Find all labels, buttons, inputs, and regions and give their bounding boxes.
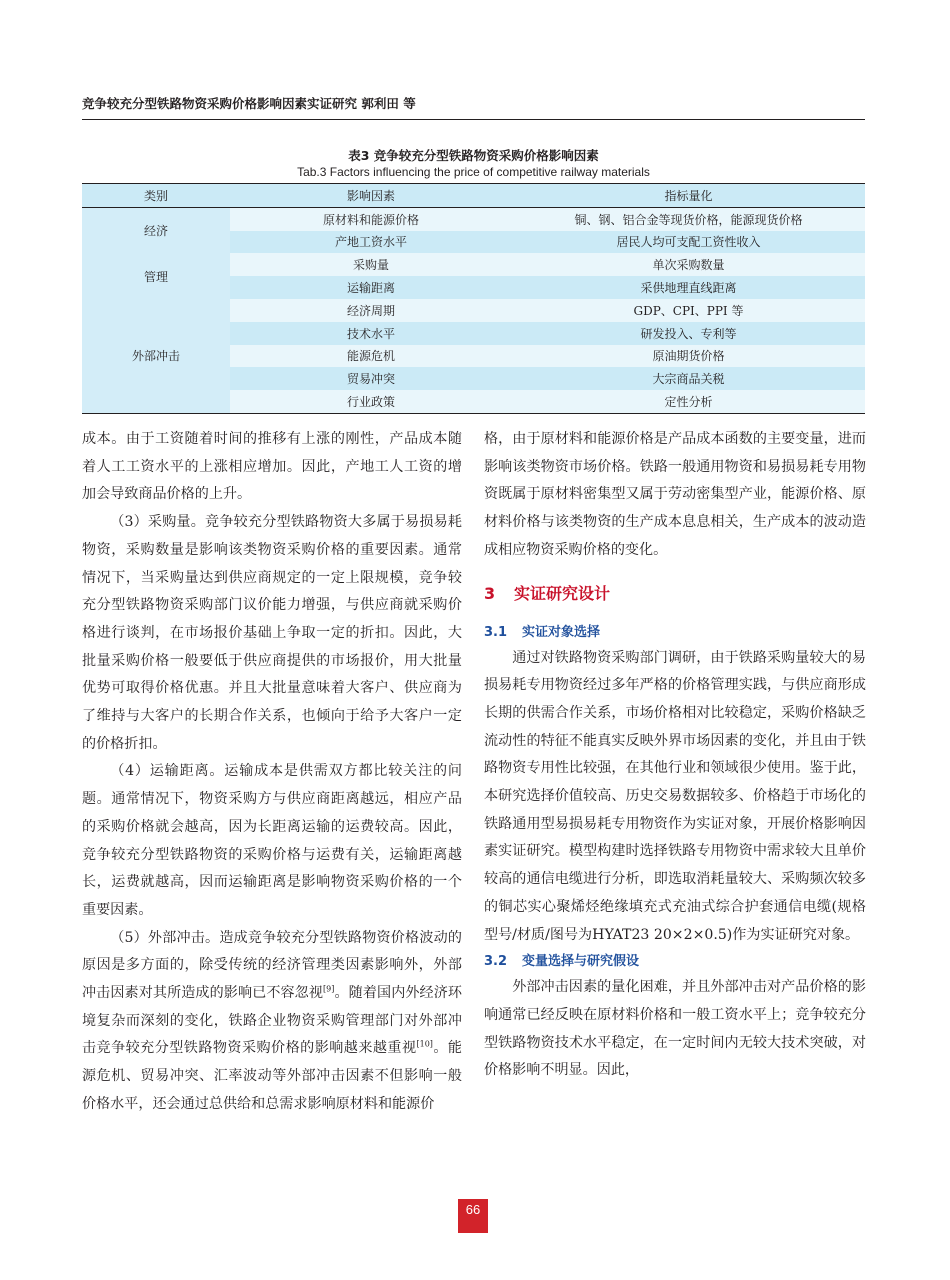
factor-cell: 技术水平: [230, 322, 512, 345]
table-row: [82, 207, 865, 230]
factor-cell: 运输距离: [230, 276, 512, 299]
metric-cell: 采供地理直线距离: [512, 276, 865, 299]
metric-cell: GDP、CPI、PPI 等: [512, 299, 865, 322]
text-segment: （5）外部冲击。造成竞争较充分型铁路物资价格波动的原因是多方面的，除受传统的经济管理类因素影响外，外部冲击因素对其所造成的影响已不容忽视: [82, 929, 462, 1002]
table-row: [82, 253, 865, 276]
subsection-title: 实证对象选择: [522, 624, 601, 640]
metric-cell: 原油期货价格: [512, 345, 865, 368]
group-economy: 经济: [82, 207, 230, 253]
paragraph: 成本。由于工资随着时间的推移有上涨的刚性，产品成本随着人工工资水平的上涨相应增加。因此，产地工人工资的增加会导致商品价格的上升。: [82, 431, 462, 503]
metric-cell: 大宗商品关税: [512, 367, 865, 390]
metric-cell: 单次采购数量: [512, 253, 865, 276]
text-segment: 。能源危机、贸易冲突、汇率波动等外部冲击因素不但影响一般价格水平，还会通过总供给和总需求影响原材料和能源价: [82, 1040, 463, 1112]
citation-10[interactable]: [10]: [416, 1039, 433, 1049]
subsection-number: 3.1: [484, 624, 508, 640]
table-header-row: [82, 184, 865, 208]
text-segment: 。随着国内外经济环境复杂而深刻的变化，铁路企业物资采购管理部门对外部冲击竞争较充分型铁路物资采购价格的影响越来越重视: [82, 985, 463, 1057]
subsection-title: 变量选择与研究假设: [522, 954, 640, 970]
table-caption: [82, 146, 865, 179]
paragraph-transport-distance: （4）运输距离。运输成本是供需双方都比较关注的问题。通常情况下，物资采购方与供应商距离越远，相应产品的采购价格就会越高，因为长距离运输的运费较高。因此，竞争较充分型铁路物资的采购价格与运费有关，运输距离越长，运费就越高，因而运输距离是影响物资采购价格的一个重要因素。: [82, 763, 462, 918]
header-metric: 指标量化: [512, 184, 865, 208]
factor-cell: 能源危机: [230, 345, 512, 368]
metric-cell: 定性分析: [512, 390, 865, 413]
factor-cell: 经济周期: [230, 299, 512, 322]
section-number: 3: [484, 583, 496, 603]
factor-cell: 采购量: [230, 253, 512, 276]
factor-cell: 行业政策: [230, 390, 512, 413]
table-row: [82, 299, 865, 322]
citation-9[interactable]: [9]: [323, 984, 335, 994]
paragraph-purchase-volume: （3）采购量。竞争较充分型铁路物资大多属于易损易耗物资，采购数量是影响该类物资采购价格的重要因素。通常情况下，当采购量达到供应商规定的一定上限规模，竞争较充分型铁路物资采购部门议价能力增强，与供应商就采购价格进行谈判，在市场报价基础上争取一定的折扣。因此，大批量采购价格一般要低于供应商提供的市场报价，用大批量优势可取得价格优惠。并且大批量意味着大客户、供应商为了维持与大客户的长期合作关系，也倾向于给予大客户一定的价格折扣。: [82, 514, 462, 752]
factor-cell: 贸易冲突: [230, 367, 512, 390]
section-heading-3: [484, 583, 866, 605]
paragraph: 格，由于原材料和能源价格是产品成本函数的主要变量，进而影响该类物资市场价格。铁路一般通用物资和易损易耗专用物资既属于原材料密集型又属于劳动密集型产业，能源价格、原材料价格与该类物资的生产成本息息相关，生产成本的波动造成相应物资采购价格的变化。: [484, 431, 866, 558]
paragraph: 通过对铁路物资采购部门调研，由于铁路采购量较大的易损易耗专用物资经过多年严格的价格管理实践，与供应商形成长期的供需合作关系，市场价格相对比较稳定，采购价格缺乏流动性的特征不能真实反映外界市场因素的变化，并且由于铁路物资专用性比较强，在其他行业和领域很少使用。鉴于此，本研究选择价值较高、历史交易数据较多、价格趋于市场化的铁路通用型易损易耗专用物资作为实证对象，开展价格影响因素实证研究。模型构建时选择铁路专用物资中需求较大且单价较高的通信电缆进行分析，即选取消耗量较大、采购频次较多的铜芯实心聚烯烃绝缘填充式充油式综合护套通信电缆(规格型号/材质/图号为HYAT23 20×2×0.5)作为实证研究对象。: [484, 649, 866, 943]
left-column: [82, 426, 462, 1119]
table-caption-en: Tab.3 Factors influencing the price of competitive railway materials: [297, 165, 650, 179]
metric-cell: 铜、钢、铝合金等现货价格，能源现货价格: [512, 207, 865, 230]
paragraph: 外部冲击因素的量化困难，并且外部冲击对产品价格的影响通常已经反映在原材料价格和一般工资水平上；竞争较充分型铁路物资技术水平稳定，在一定时间内无较大技术突破，对价格影响不明显。因此，: [484, 979, 866, 1079]
right-column: [484, 426, 866, 1085]
header-rule: [82, 119, 865, 120]
factors-table: [82, 183, 865, 414]
paragraph-external-shock: [82, 925, 462, 1119]
running-header: 竞争较充分型铁路物资采购价格影响因素实证研究 郭利田 等: [82, 96, 416, 111]
page-number: 66: [458, 1199, 488, 1233]
group-external: 外部冲击: [82, 299, 230, 413]
metric-cell: 研发投入、专利等: [512, 322, 865, 345]
header-factor: 影响因素: [230, 184, 512, 208]
subsection-heading-3-1: [484, 620, 866, 645]
factor-cell: 产地工资水平: [230, 231, 512, 254]
subsection-heading-3-2: [484, 949, 866, 974]
subsection-number: 3.2: [484, 954, 508, 970]
section-title: 实证研究设计: [514, 583, 611, 603]
group-management: 管理: [82, 253, 230, 299]
factor-cell: 原材料和能源价格: [230, 207, 512, 230]
metric-cell: 居民人均可支配工资性收入: [512, 231, 865, 254]
header-category: 类别: [82, 184, 230, 208]
table-caption-cn: 表3 竞争较充分型铁路物资采购价格影响因素: [348, 148, 599, 163]
